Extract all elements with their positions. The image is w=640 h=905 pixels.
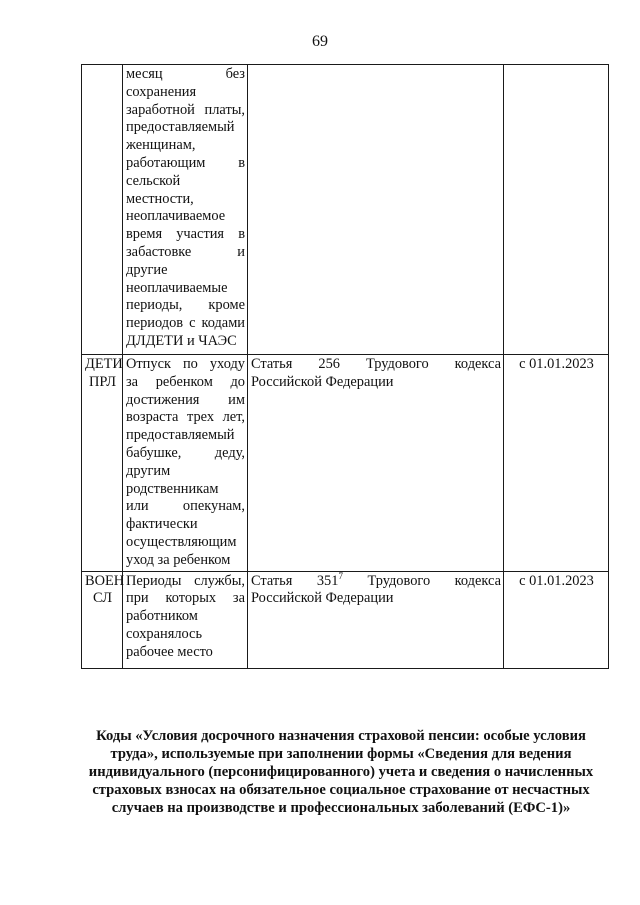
description-line: периоды, кроме xyxy=(126,297,245,314)
description-line: неоплачиваемые xyxy=(126,279,228,296)
heading-line: случаев на производстве и профессиональных заболеваний (ЕФС-1)» xyxy=(111,800,571,816)
description-line: местности, xyxy=(126,190,194,207)
description-line: заработной платы, xyxy=(126,101,245,118)
description-line: забастовке и xyxy=(126,243,245,260)
heading-line: труда», используемые при заполнении формы «Сведения для ведения xyxy=(110,746,572,762)
table-row xyxy=(82,571,609,668)
basis-line xyxy=(251,570,501,591)
article-number: $351^7$ xyxy=(316,570,343,589)
description-line: работающим в xyxy=(126,154,245,171)
description-line: Отпуск по уходу xyxy=(126,356,245,372)
description-line: другим xyxy=(126,462,171,479)
description-line: или опекунам, xyxy=(126,498,245,515)
heading-line: страховых взносах на обязательное социальное страхование от несчастных xyxy=(92,782,590,798)
description-line: родственникам xyxy=(126,480,219,497)
description-line: достижения им xyxy=(126,391,245,408)
description-line: сельской xyxy=(126,172,181,189)
description-line: предоставляемый xyxy=(126,427,235,444)
description-line: фактически xyxy=(126,516,198,533)
description-cell xyxy=(123,65,248,355)
description-line: за ребенком до xyxy=(126,373,245,390)
heading-line: Коды «Условия досрочного назначения страховой пенсии: особые условия xyxy=(96,728,586,744)
description-line: ДЛДЕТИ и ЧАЭС xyxy=(126,332,237,349)
description-line: периодов с кодами xyxy=(126,315,245,332)
date-cell: с 01.01.2023 xyxy=(504,571,609,668)
basis-line: Статья 256 Трудового кодекса xyxy=(251,356,501,372)
description-line: Периоды службы, xyxy=(126,572,245,589)
code-line: ДЕТИ xyxy=(85,356,123,372)
date-cell: с 01.01.2023 xyxy=(504,355,609,572)
basis-line: Российской Федерации xyxy=(251,373,394,390)
description-line: предоставляемый xyxy=(126,119,235,136)
codes-table xyxy=(81,64,609,669)
code-cell xyxy=(82,355,123,572)
description-line: осуществляющим xyxy=(126,533,237,550)
description-line: сохранялось xyxy=(126,625,203,642)
description-line: работником xyxy=(126,608,198,625)
description-line: рабочее место xyxy=(126,643,213,660)
description-cell xyxy=(123,571,248,668)
description-line: время участия в xyxy=(126,226,245,243)
description-line: другие xyxy=(126,261,168,278)
basis-line: Российской Федерации xyxy=(251,590,394,607)
description-cell xyxy=(123,355,248,572)
basis-cell xyxy=(248,65,504,355)
code-line: ВОЕН xyxy=(85,572,125,589)
code-cell xyxy=(82,571,123,668)
code-line: ПРЛ xyxy=(88,373,117,390)
article-superscript: 7 xyxy=(338,570,343,581)
description-line: уход за ребенком xyxy=(126,551,231,568)
description-line: женщинам, xyxy=(126,137,196,154)
description-line: месяц без xyxy=(126,66,245,82)
code-line: СЛ xyxy=(93,590,112,607)
page-number: 69 xyxy=(312,33,328,50)
description-line: возраста трех лет, xyxy=(126,409,245,426)
description-line: неоплачиваемое xyxy=(126,208,226,225)
description-line: при которых за xyxy=(126,590,245,607)
basis-cell xyxy=(248,355,504,572)
date-cell xyxy=(504,65,609,355)
heading-line: индивидуального (персонифицированного) учета и сведения о начисленных xyxy=(88,764,594,780)
article-suffix: Трудового кодекса xyxy=(367,572,501,589)
table-row xyxy=(82,355,609,572)
description-line: сохранения xyxy=(126,83,197,100)
code-cell xyxy=(82,65,123,355)
basis-cell xyxy=(248,571,504,668)
section-heading xyxy=(86,727,596,817)
description-line: бабушке, деду, xyxy=(126,444,245,461)
table-row xyxy=(82,65,609,355)
article-prefix: Статья xyxy=(251,572,293,589)
